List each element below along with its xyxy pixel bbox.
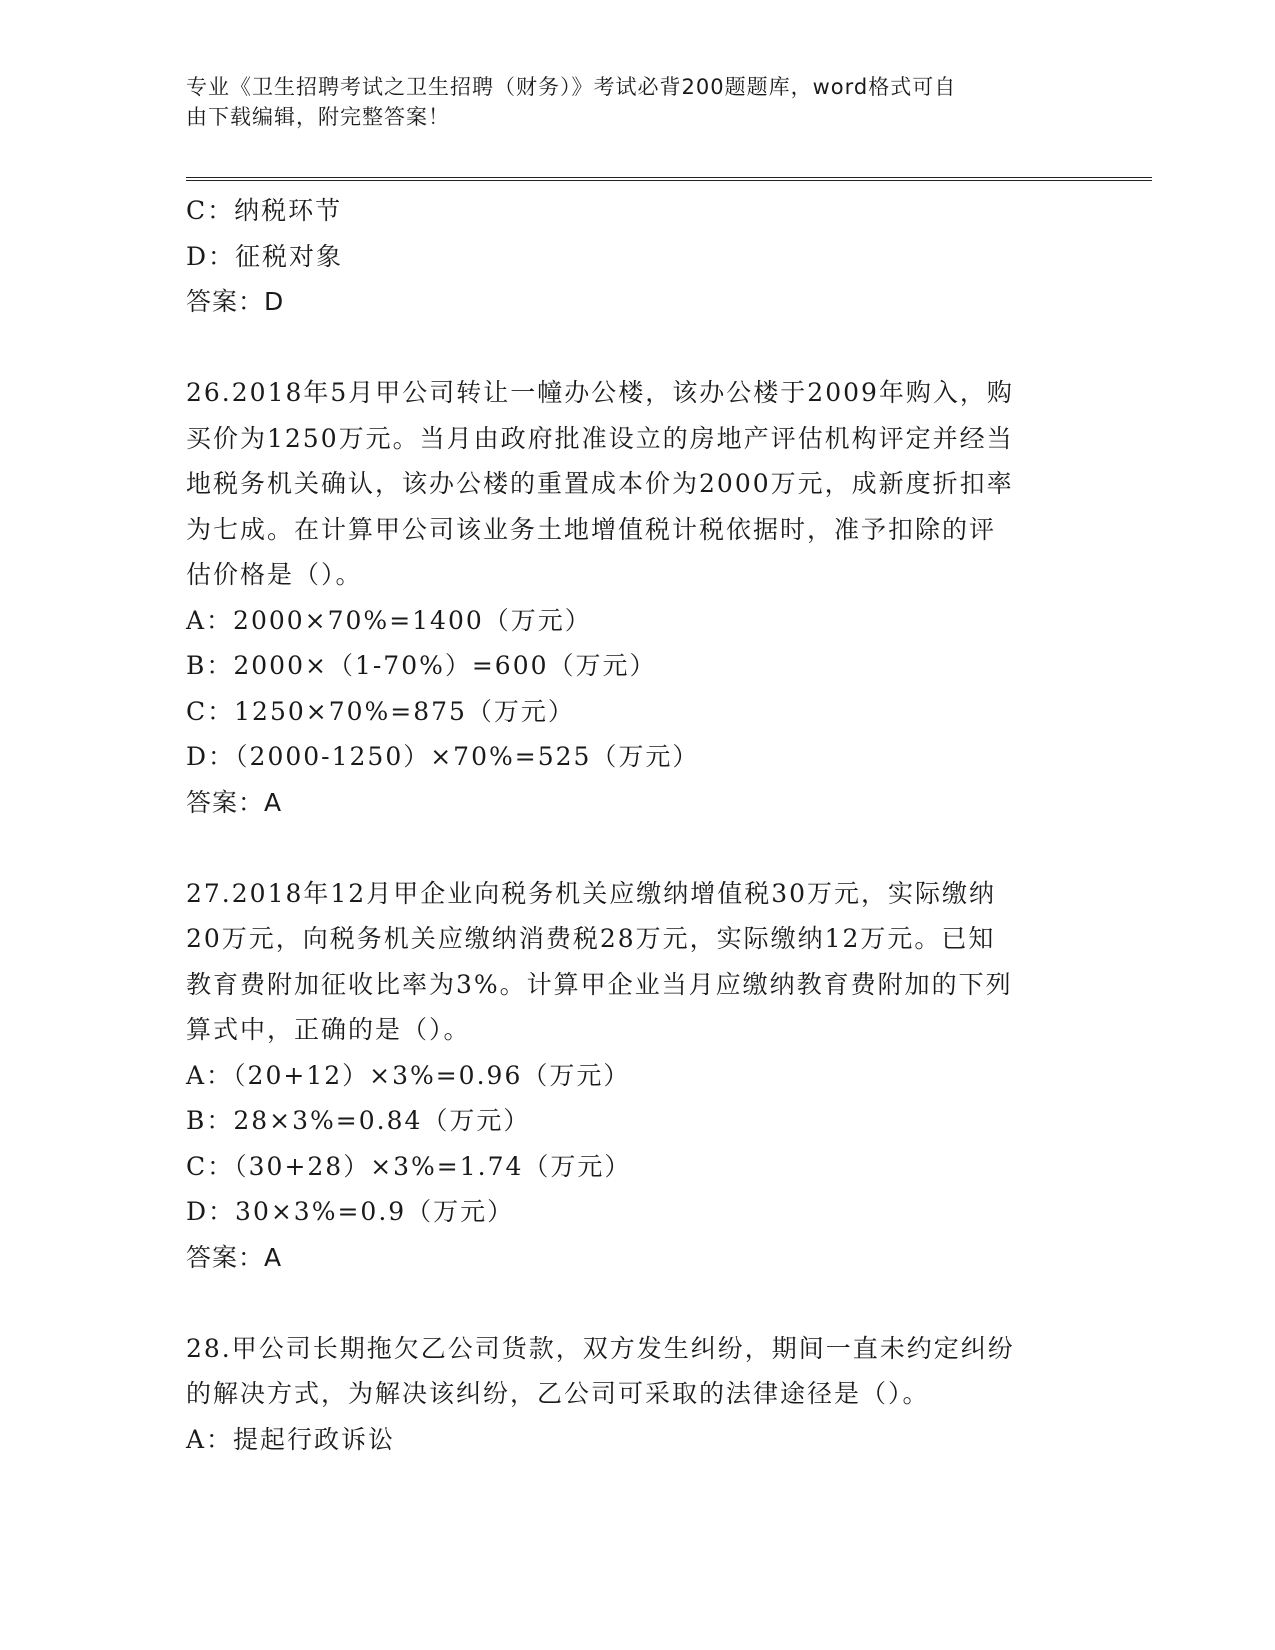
question-text: 算式中，正确的是（）。 — [186, 1015, 471, 1044]
page-header — [186, 72, 1066, 132]
question-26 — [186, 370, 1086, 825]
option-b: B：28×3%=0.84（万元） — [186, 1106, 531, 1135]
question-text: 28.甲公司长期拖欠乙公司货款，双方发生纠纷，期间一直未约定纠纷 — [186, 1333, 1015, 1363]
answer: 答案：A — [186, 1242, 283, 1272]
header-line: 专业《卫生招聘考试之卫生招聘（财务）》考试必背200题题库，word格式可自 — [186, 75, 957, 99]
option-a: A：提起行政诉讼 — [186, 1424, 396, 1454]
header-line: 由下载编辑，附完整答案！ — [186, 105, 450, 129]
spacer — [186, 1280, 1086, 1326]
question-text: 教育费附加征收比率为3%。计算甲企业当月应缴纳教育费附加的下列 — [186, 969, 1013, 999]
option-a: A：（20+12）×3%=0.96（万元） — [186, 1060, 631, 1090]
question-text: 27.2018年12月甲企业向税务机关应缴纳增值税30万元，实际缴纳 — [186, 878, 997, 908]
question-28 — [186, 1326, 1086, 1463]
header-divider — [186, 177, 1152, 181]
option-b: B：2000×（1-70%）=600（万元） — [186, 651, 657, 680]
option-c: C：（30+28）×3%=1.74（万元） — [186, 1151, 632, 1181]
question-text: 26.2018年5月甲公司转让一幢办公楼，该办公楼于2009年购入，购 — [186, 378, 1014, 407]
option-c: C：1250×70%=875（万元） — [186, 696, 575, 726]
question-text: 为七成。在计算甲公司该业务土地增值税计税依据时，准予扣除的评 — [186, 514, 997, 544]
option-d: D：30×3%=0.9（万元） — [186, 1197, 515, 1226]
spacer — [186, 325, 1086, 371]
question-text: 地税务机关确认，该办公楼的重置成本价为2000万元，成新度折扣率 — [186, 469, 1014, 498]
document-body — [186, 188, 1086, 1462]
option-c: C：纳税环节 — [186, 196, 343, 225]
question-text: 20万元，向税务机关应缴纳消费税28万元，实际缴纳12万元。已知 — [186, 924, 996, 953]
option-d: D：征税对象 — [186, 241, 344, 271]
question-text: 估价格是（）。 — [186, 560, 363, 589]
option-a: A：2000×70%=1400（万元） — [186, 605, 592, 635]
spacer — [186, 825, 1086, 871]
question-25-tail — [186, 188, 1086, 325]
option-d: D：（2000-1250）×70%=525（万元） — [186, 742, 700, 771]
answer: 答案：A — [186, 787, 283, 817]
answer: 答案：D — [186, 287, 285, 316]
question-text: 的解决方式，为解决该纠纷，乙公司可采取的法律途径是（）。 — [186, 1379, 930, 1408]
question-text: 买价为1250万元。当月由政府批准设立的房地产评估机构评定并经当 — [186, 423, 1014, 453]
question-27 — [186, 871, 1086, 1281]
